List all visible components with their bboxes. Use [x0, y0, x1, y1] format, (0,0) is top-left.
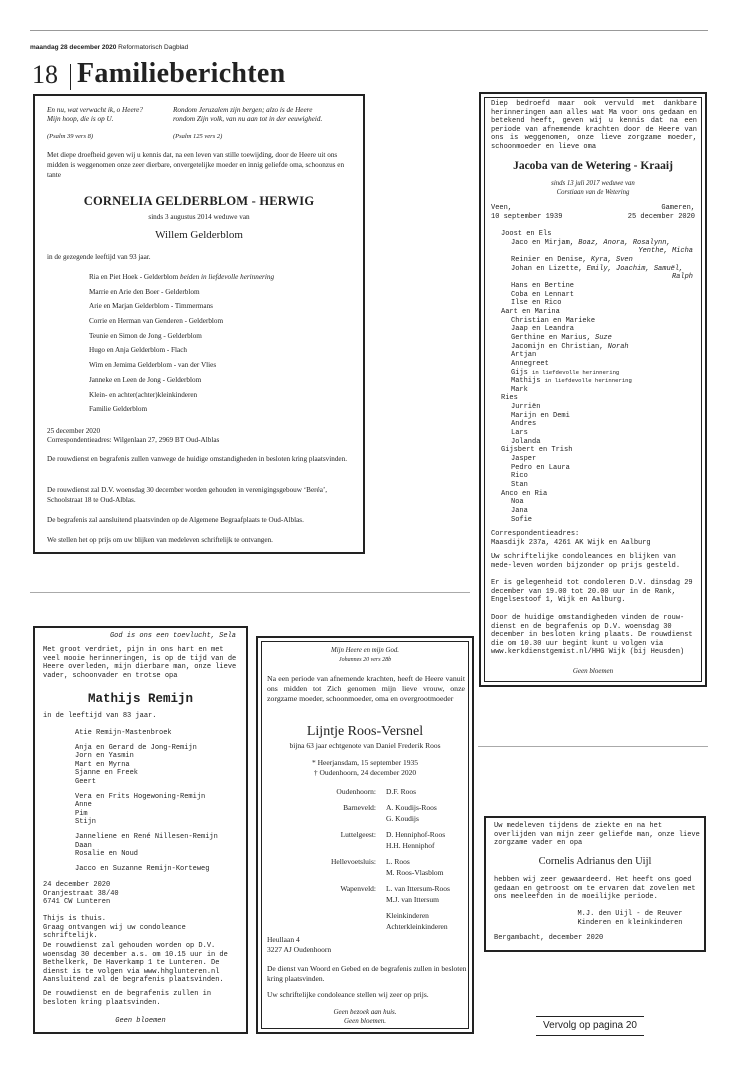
family-member-note: in liefdevolle herinnering — [544, 377, 632, 385]
family-member-name: Gijs — [511, 368, 533, 377]
birth-place-date — [491, 204, 562, 221]
family-member-name: Noa — [511, 498, 524, 507]
family-group — [258, 829, 472, 851]
family-member — [491, 403, 693, 412]
address-label: Correspondentieadres: — [491, 530, 580, 538]
family-member — [491, 239, 693, 248]
family-names — [386, 802, 437, 824]
family-member-children: Yenthe, Micha — [638, 247, 693, 256]
family-member-name: Johan en Lizette, — [511, 264, 587, 273]
family-member-name: Sofie — [511, 515, 533, 524]
family-member-name: Marrie en Arie den Boer - Gelderblom — [89, 287, 200, 296]
deceased-name: Lijntje Roos-Versnel — [306, 724, 424, 739]
family-names — [386, 883, 450, 905]
correspondence-address — [491, 530, 697, 547]
widow-line: sinds 13 juli 2017 weduwe van — [551, 180, 635, 187]
family-member-name: G. Koudijs — [386, 814, 419, 823]
family-member-name: Jana — [511, 507, 528, 515]
family-member-name: Ries — [501, 394, 518, 403]
header-date: maandag 28 december 2020 — [30, 44, 117, 51]
quote-line: En nu, wat verwacht ik, o Heere? — [47, 106, 143, 114]
family-member-name: Hugo en Anja Gelderblom - Flach — [89, 346, 188, 355]
correspondence-address: Correspondentieadres: Wilgenlaan 27, 2969 BT Oud-Alblas — [47, 436, 220, 444]
motto-ref: Johannes 20 vers 28b — [338, 656, 392, 663]
service-paragraph: De dienst van Woord en Gebed en de begrafenis zullen in besloten kring plaatsvinden. — [267, 964, 467, 983]
family-place: Wapenveld: — [340, 884, 376, 893]
family-member-name: Jurriën — [511, 403, 541, 412]
family-member — [491, 360, 693, 369]
address-block — [43, 881, 119, 907]
family-member-name: Jolanda — [511, 437, 541, 446]
family-member-name: Jaap en Leandra — [511, 325, 575, 334]
service-paragraph-2: De rouwdienst zal D.V. woensdag 30 december worden gehouden in verenigingsgebouw ‘Beréa’, Schoolstraat 18 te Oud-Alblas. — [47, 486, 328, 504]
divider-left — [30, 592, 470, 593]
address-street: Heullaan 4 — [267, 935, 300, 944]
family-member — [491, 325, 693, 334]
closing-line: Geen bloemen. — [344, 1017, 386, 1025]
family-member: Mart en Myrna — [75, 760, 130, 769]
family-place: Luttelgeest: — [340, 830, 376, 839]
family-member-children: Kyra, Sven — [590, 255, 633, 264]
family-member — [491, 247, 693, 256]
header-paper: Reformatorisch Dagblad — [118, 44, 189, 51]
family-member — [89, 302, 359, 317]
deceased-name: Mathijs Remijn — [87, 692, 194, 706]
family-place: Hellevoetsluis: — [331, 857, 376, 866]
condolence-paragraph: Uw schriftelijke condoleance stellen wij zeer op prijs. — [267, 990, 429, 999]
quote-line: rondom Zijn volk, van nu aan tot in der eeuwigheid. — [173, 115, 323, 123]
family-member: Sjanne en Freek — [75, 769, 139, 778]
family-member-note: in liefdevolle herinnering — [532, 368, 620, 376]
family-member — [491, 351, 693, 360]
spouse-line: bijna 63 jaar echtgenote van Daniel Frederik Roos — [289, 741, 441, 750]
announcement-remijn — [33, 626, 248, 1034]
family-member: Jacco en Suzanne Remijn-Korteweg — [75, 864, 210, 873]
announcement-van-de-wetering — [479, 92, 707, 687]
family-member — [89, 391, 359, 406]
family-member — [491, 291, 693, 300]
family-member-name: D.F. Roos — [386, 787, 417, 796]
family-member — [491, 516, 693, 525]
page-header — [30, 44, 188, 51]
family-member — [89, 273, 359, 288]
family-member-name: Artjan — [511, 351, 537, 360]
family-group — [258, 856, 472, 878]
family-member — [89, 317, 359, 332]
title-divider — [70, 64, 71, 90]
service-paragraph-1: De rouwdienst en begrafenis zullen vanwege de huidige omstandigheden in besloten kring plaatsvinden. — [47, 455, 347, 463]
family-member: Jorn en Yasmin — [75, 752, 134, 761]
family-member — [491, 481, 693, 490]
thanks-line: Graag ontvangen wij uw condoleance schriftelijk. — [43, 923, 186, 941]
announcement-gelderblom — [33, 94, 365, 554]
condolence-paragraph: Uw schriftelijke condoleances en blijken van mede-leven worden bijzonder op prijs gesteld. — [491, 553, 681, 570]
spouse-name: Willem Gelderblom — [155, 229, 243, 241]
family-member-name: Christian en Marieke — [511, 316, 596, 325]
family-member-name: Coba en Lennart — [511, 290, 575, 299]
family-member — [89, 361, 359, 376]
family-member — [89, 346, 359, 361]
family-member-name: Hans en Bertine — [511, 281, 575, 290]
family-member-children: Emily, Joachim, Samuël, — [586, 264, 684, 273]
family-group — [258, 910, 472, 932]
family-names — [386, 786, 416, 797]
intro-text: Met groot verdriet, pijn in ons hart en met veel mooie herinneringen, is op de tijd van de Heere overleden, mijn dierbare man, onze lieve vader, schoonvader en trotse opa — [43, 646, 237, 680]
acknowledgement-den-uijl — [484, 816, 706, 952]
family-member — [491, 498, 693, 507]
family-member — [491, 412, 693, 421]
motto: God is ons een toevlucht, Sela — [109, 632, 236, 640]
family-member — [491, 230, 693, 239]
thanks-line: Thijs is thuis. — [43, 915, 107, 923]
family-member: Atie Remijn-Mastenbroek — [75, 729, 172, 737]
motto — [258, 647, 472, 664]
family-member-name: Jasper — [511, 455, 537, 464]
family-member-name: Rico — [511, 472, 528, 481]
continued-on-page[interactable]: Vervolg op pagina 20 — [536, 1016, 644, 1036]
family-member — [491, 446, 693, 455]
deceased-name: CORNELIA GELDERBLOM - HERWIG — [83, 194, 315, 208]
family-member-name: L. Roos — [386, 857, 410, 866]
family-member — [491, 394, 693, 403]
announcement-roos-versnel — [256, 636, 474, 1034]
deceased-name: Jacoba van de Wetering - Kraaij — [513, 160, 673, 172]
section-title: Familieberichten — [77, 58, 286, 89]
birth-line: * Heerjansdam, 15 september 1935 — [311, 758, 418, 767]
family-member-children: Boaz, Anora, Rosalynn, — [578, 238, 671, 247]
address-street: Oranjestraat 38/40 — [43, 889, 119, 898]
family-member-name: Joost en Els — [501, 230, 552, 238]
family-member: Anne — [75, 801, 92, 810]
family-names — [386, 856, 444, 878]
family-member — [491, 490, 693, 499]
widow-line: Corstiaan van de Wetering — [556, 188, 630, 196]
family-member — [491, 317, 693, 326]
family-member-name: Janneke en Leen de Jong - Gelderblom — [89, 375, 202, 384]
family-place — [258, 910, 386, 932]
deceased-name: Cornelis Adrianus den Uijl — [538, 856, 652, 867]
family-member — [89, 405, 359, 420]
family-member-name: Lars — [511, 429, 528, 438]
family-member-name: H.H. Henniphof — [386, 841, 435, 850]
family-member — [491, 299, 693, 308]
family-member — [491, 472, 693, 481]
motto-line: Mijn Heere en mijn God. — [331, 647, 399, 654]
family-member-name: A. Koudijs-Roos — [386, 803, 437, 812]
family-place: Barneveld: — [343, 803, 376, 812]
family-member-name: Gijsbert en Trish — [501, 446, 573, 455]
family-member-children: Norah — [607, 342, 629, 351]
service-paragraph-3: De begrafenis zal aansluitend plaatsvinden op de Algemene Begraafplaats te Oud-Alblas. — [47, 516, 304, 524]
page-number: 18 — [32, 60, 58, 89]
family-member-name: Annegreet — [511, 359, 549, 368]
family-member-name: Anco en Ria — [501, 489, 548, 498]
family-member-name: Mathijs — [511, 377, 545, 386]
closing-note — [258, 1008, 472, 1026]
death-line: † Oudenhoorn, 24 december 2020 — [313, 768, 417, 777]
service-text: Aansluitend zal de begrafenis plaatsvinden. — [43, 976, 224, 985]
address-block — [267, 935, 331, 955]
service-paragraph: Door de huidige omstandigheden vinden de rouw-dienst en de begrafenis op D.V. woensdag 30 december in besloten kring plaats. De rouwdienst die om 10.30 uur begint kunt u volgen via www.kerkdienstgemist.nl/HHG Wijk (bij Heusden) — [491, 614, 693, 657]
family-member — [491, 282, 693, 291]
closing-line: Geen bezoek aan huis. — [333, 1008, 397, 1016]
family-member: Rosalie en Noud — [75, 850, 139, 859]
family-member-name: Arie en Marjan Gelderblom - Timmermans — [89, 302, 213, 311]
address-city: 3227 AJ Oudenhoorn — [267, 945, 332, 954]
family-group — [258, 883, 472, 905]
family-member — [491, 308, 693, 317]
service-text: De rouwdienst zal gehouden worden op D.V. woensdag 30 december a.s. om 10.15 uur in de Bethelkerk, De Haverkamp 1 te Lunteren. De dienst is te volgen via www.hhglunteren.nl — [43, 942, 228, 976]
family-names — [386, 910, 448, 932]
family-member-name: Jaco en Mirjam, — [511, 238, 579, 247]
family-member-note: beiden in liefdevolle herinnering — [180, 273, 275, 281]
family-member-name: Stan — [511, 481, 528, 490]
widow-of — [481, 180, 705, 197]
family-member-name: Gerthine en Marius, — [511, 333, 596, 342]
family-member: Anja en Gerard de Jong-Remijn — [75, 743, 197, 752]
family-member-name: Ilse en Rico — [511, 299, 562, 308]
address-value: Maasdijk 237a, 4261 AK Wijk en Aalburg — [491, 538, 651, 547]
family-member — [491, 464, 693, 473]
family-member-children: Ralph — [671, 273, 693, 282]
family-member-name: Jacomijn en Christian, — [511, 342, 608, 351]
intro-text: Uw medeleven tijdens de ziekte en na het overlijden van mijn zeer geliefde man, onze lieve zorgzame vader en opa — [494, 822, 700, 848]
quote-line: Mijn hoop, die is op U. — [47, 115, 114, 123]
family-member — [491, 369, 693, 378]
family-member-children: Suze — [595, 333, 612, 342]
family-member-name: Pedro en Laura — [511, 463, 570, 472]
signature-block — [556, 910, 704, 927]
closing-note: Geen bloemen — [572, 667, 614, 675]
widow-of: sinds 3 augustus 2014 weduwe van — [148, 213, 250, 221]
visitation-paragraph: Er is gelegenheid tot condoleren D.V. dinsdag 29 december van 19.00 tot 20.00 uur in de Rank, Engelsestoof 1, Wijk en Aalburg. — [491, 579, 693, 605]
family-member-name: Kleinkinderen — [386, 911, 429, 920]
age-line: in de gezegende leeftijd van 93 jaar. — [47, 253, 151, 261]
family-member — [491, 377, 693, 386]
family-member — [491, 256, 693, 265]
intro-text: Met diepe droefheid geven wij u kennis dat, na een leven van stille toewijding, door de Heere uit ons midden is weggenomen onze zeer dierbare, onvergetelijke moeder en innig geliefde oma, schoonzus en tante — [47, 151, 345, 179]
family-member-name: Achterkleinkinderen — [386, 922, 448, 931]
family-table — [258, 786, 472, 937]
death-date: 25 december 2020 — [627, 212, 695, 221]
signature-line: M.J. den Uijl - de Reuver — [577, 910, 683, 918]
family-member — [491, 507, 693, 516]
family-member — [491, 343, 693, 352]
family-member: Pim — [75, 809, 88, 818]
family-member-name: D. Henniphof-Roos — [386, 830, 446, 839]
thanks-paragraph: hebben wij zeer gewaardeerd. Het heeft ons goed gedaan en getroost om te ervaren dat zovelen met ons meeleefden in de moeilijke periode. — [494, 876, 696, 902]
family-member-name: Klein- en achter(achter)kleinkinderen — [89, 390, 198, 399]
quote-left — [47, 106, 177, 141]
family-member — [491, 334, 693, 343]
family-member — [491, 265, 693, 274]
family-member-name: Marijn en Demi — [511, 411, 570, 420]
family-member — [491, 420, 693, 429]
age-line: in de leeftijd van 83 jaar. — [43, 712, 157, 720]
death-place: Gameren, — [661, 204, 695, 212]
family-list — [491, 230, 693, 524]
family-list — [75, 729, 243, 873]
family-member — [491, 273, 693, 282]
family-member — [89, 288, 359, 303]
death-date: 24 december 2020 — [43, 881, 111, 889]
family-member — [89, 376, 359, 391]
family-member-name: Corrie en Herman van Genderen - Gelderblom — [89, 317, 224, 326]
signature-line: Kinderen en kleinkinderen — [577, 918, 683, 927]
family-member: Geert — [75, 777, 97, 786]
address-city: 6741 CW Lunteren — [43, 898, 111, 907]
family-group — [258, 786, 472, 797]
family-place: Oudenhoorn: — [336, 787, 376, 796]
family-names — [386, 829, 445, 851]
intro-text: Na een periode van afnemende krachten, heeft de Heere vanuit ons midden tot Zich genomen mijn lieve vrouw, onze zorgzame moeder, schoonmoeder, oma en overgrootmoeder — [267, 674, 465, 703]
family-member — [491, 429, 693, 438]
family-member — [89, 332, 359, 347]
family-group — [258, 802, 472, 824]
top-rule — [30, 30, 708, 31]
family-member-name: Andres — [511, 420, 537, 429]
quote-ref: (Psalm 125 vers 2) — [173, 133, 223, 140]
thanks-block — [43, 915, 243, 941]
family-member-name: Reinier en Denise, — [511, 255, 591, 264]
family-member-name: Teunie en Simon de Jong - Gelderblom — [89, 331, 202, 340]
family-member-name: Familie Gelderblom — [89, 405, 148, 414]
family-member-name: Aart en Marina — [501, 307, 560, 316]
family-member-name: L. van Ittersum-Roos — [386, 884, 450, 893]
family-member: Daan — [75, 841, 92, 850]
family-member — [491, 438, 693, 447]
life-dates — [258, 758, 472, 778]
divider-right — [478, 746, 708, 747]
service-paragraph-4: We stellen het op prijs om uw blijken van medeleven schriftelijk te ontvangen. — [47, 536, 273, 544]
family-member-name: M. Roos-Vlasblom — [386, 868, 444, 877]
family-list — [89, 273, 359, 420]
family-member — [491, 455, 693, 464]
family-member-name: Ria en Piet Hoek - Gelderblom — [89, 273, 181, 281]
service-paragraph-1 — [43, 942, 243, 985]
quote-line: Rondom Jeruzalem zijn bergen; alzo is de Heere — [173, 106, 313, 114]
family-member — [491, 386, 693, 395]
service-paragraph-2: De rouwdienst en de begrafenis zullen in besloten kring plaatsvinden. — [43, 990, 212, 1007]
birth-date: 10 september 1939 — [491, 212, 563, 221]
quote-ref: (Psalm 39 vers 8) — [47, 133, 94, 140]
quote-right — [173, 106, 358, 141]
birth-place: Veen, — [491, 204, 513, 212]
family-member: Stijn — [75, 818, 97, 827]
death-place-date — [628, 204, 695, 221]
family-member-name: Mark — [511, 385, 528, 394]
intro-text: Diep bedroefd maar ook vervuld met dankbare herinneringen aan alles wat Ma voor ons gedaan en betekend heeft, geven wij u kennis dat na een periode van afnemende krachten door de Heere van ons is weggenomen, onze lieve zorgzame moeder, schoonmoeder en lieve oma — [491, 100, 697, 151]
family-member: Vera en Frits Hogewoning-Remijn — [75, 792, 206, 801]
family-member-name: Wim en Jemima Gelderblom - van der Vlies — [89, 361, 217, 370]
closing-note: Geen bloemen — [115, 1017, 166, 1025]
family-member: Janneliene en René Nillesen-Remijn — [75, 832, 218, 841]
family-member-name: M.J. van Ittersum — [386, 895, 439, 904]
place-date: Bergambacht, december 2020 — [494, 934, 604, 942]
death-date: 25 december 2020 — [47, 427, 101, 435]
